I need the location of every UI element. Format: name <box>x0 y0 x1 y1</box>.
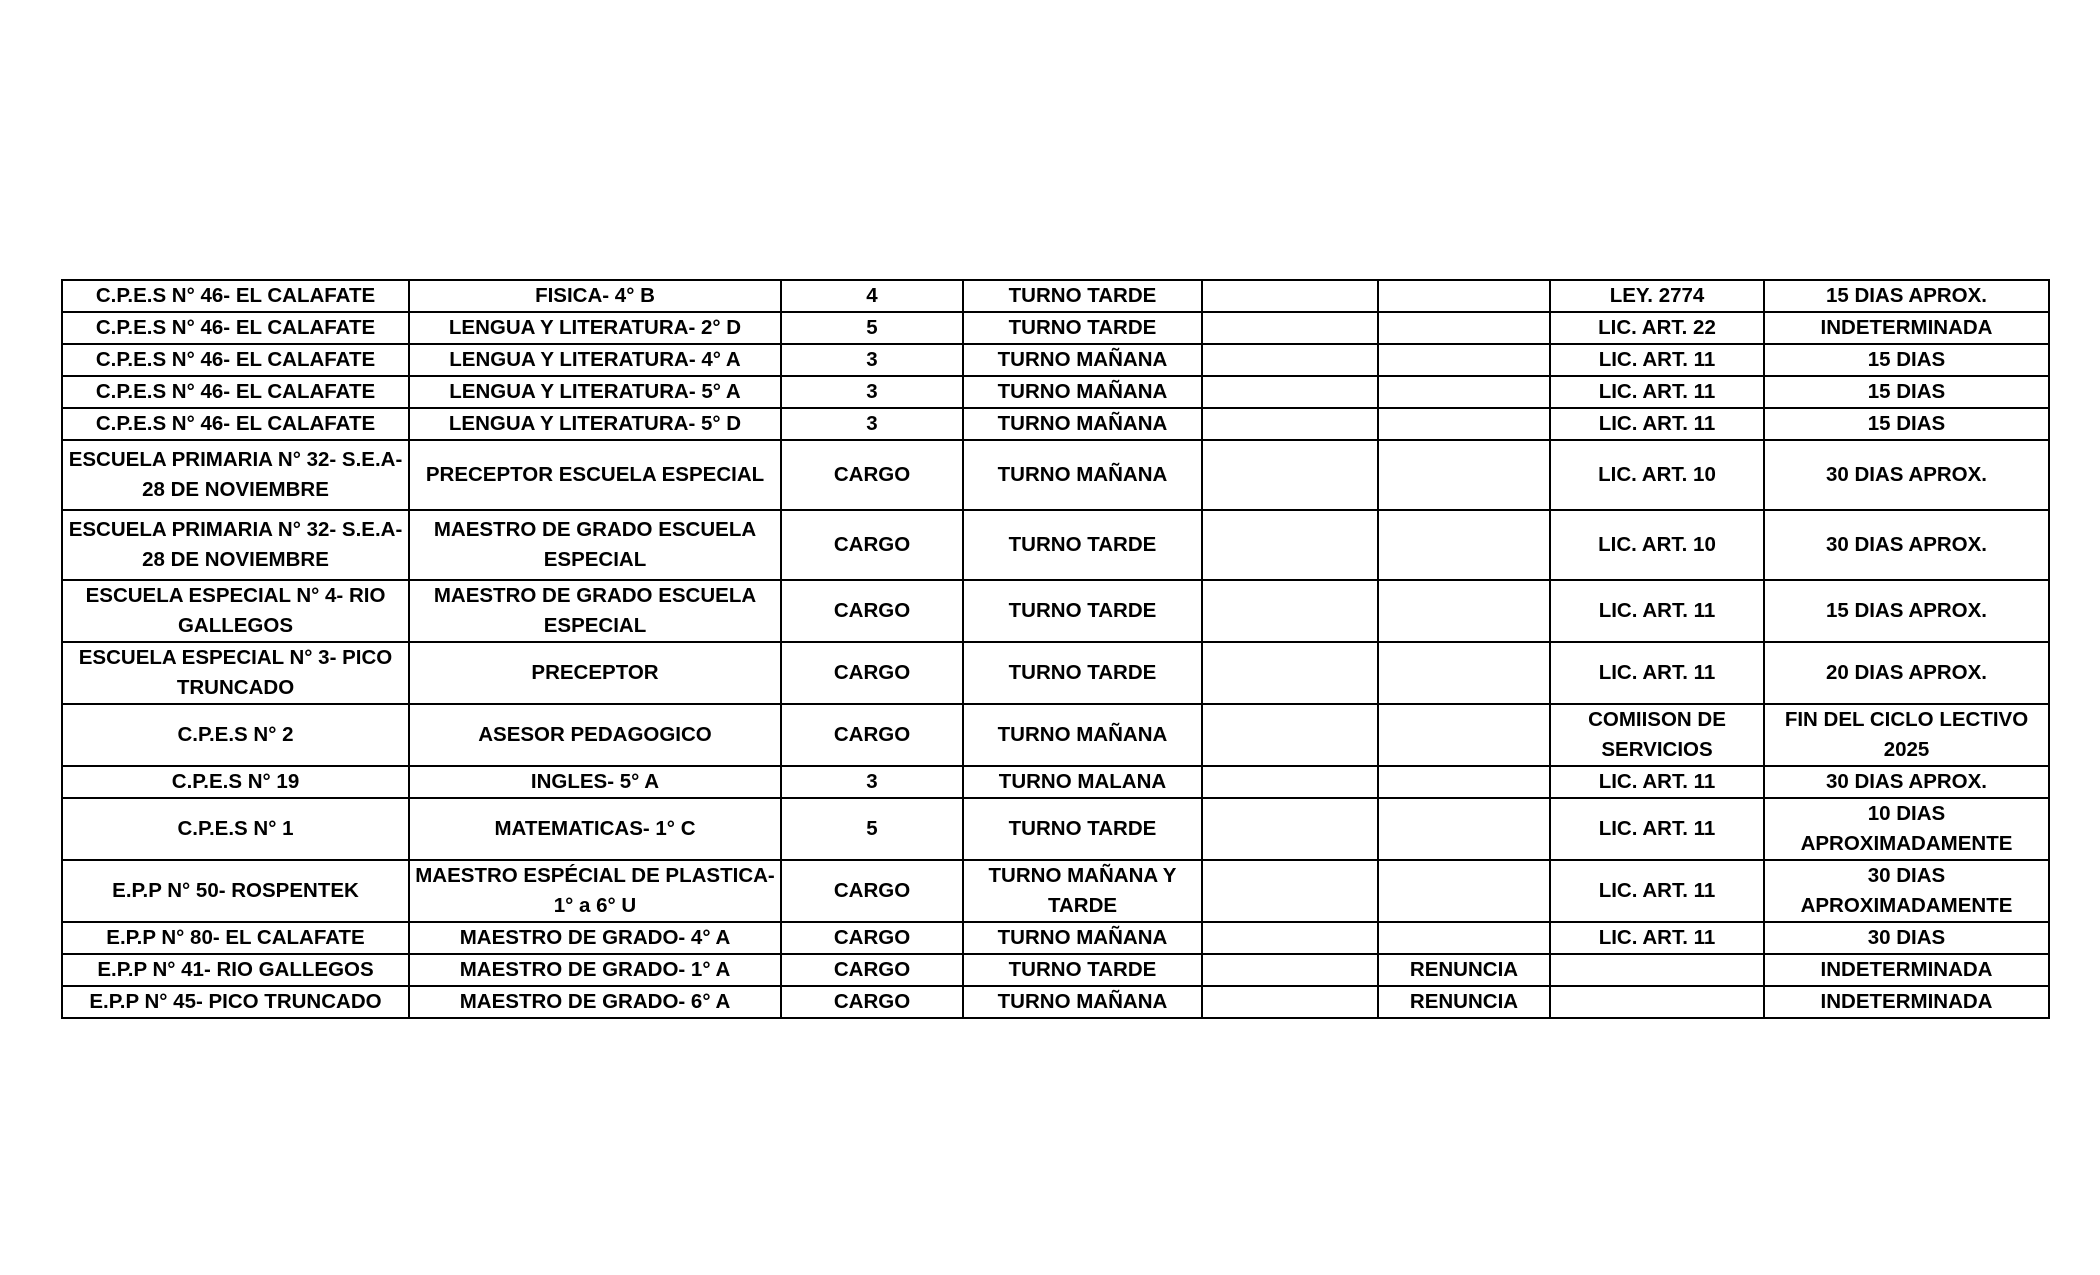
cell-empty <box>1202 642 1378 704</box>
cell-hours: 3 <box>781 766 963 798</box>
cell-hours: CARGO <box>781 440 963 510</box>
cell-hours: CARGO <box>781 954 963 986</box>
cell-empty <box>1202 344 1378 376</box>
cell-article: LIC. ART. 11 <box>1550 860 1764 922</box>
cell-shift: TURNO TARDE <box>963 510 1202 580</box>
cell-article: COMIISON DE SERVICIOS <box>1550 704 1764 766</box>
cell-reason <box>1378 798 1550 860</box>
cell-empty <box>1202 704 1378 766</box>
cell-shift: TURNO MAÑANA <box>963 376 1202 408</box>
cell-duration: INDETERMINADA <box>1764 954 2049 986</box>
cell-hours: 4 <box>781 280 963 312</box>
cell-duration: 30 DIAS APROX. <box>1764 510 2049 580</box>
cell-reason: RENUNCIA <box>1378 986 1550 1018</box>
cell-reason <box>1378 344 1550 376</box>
table-row <box>62 580 2049 642</box>
cell-reason <box>1378 642 1550 704</box>
cell-article: LIC. ART. 11 <box>1550 408 1764 440</box>
cell-article: LIC. ART. 11 <box>1550 798 1764 860</box>
cell-article: LIC. ART. 11 <box>1550 922 1764 954</box>
cell-school: C.P.E.S N° 46- EL CALAFATE <box>62 376 409 408</box>
cell-hours: CARGO <box>781 860 963 922</box>
cell-school: C.P.E.S N° 19 <box>62 766 409 798</box>
cell-empty <box>1202 860 1378 922</box>
cell-school: C.P.E.S N° 46- EL CALAFATE <box>62 280 409 312</box>
cell-shift: TURNO TARDE <box>963 954 1202 986</box>
cell-hours: 3 <box>781 376 963 408</box>
cell-empty <box>1202 798 1378 860</box>
cell-duration: 30 DIAS <box>1764 922 2049 954</box>
table-row <box>62 922 2049 954</box>
cell-empty <box>1202 580 1378 642</box>
cell-shift: TURNO TARDE <box>963 580 1202 642</box>
cell-school: ESCUELA ESPECIAL N° 3- PICO TRUNCADO <box>62 642 409 704</box>
cell-empty <box>1202 312 1378 344</box>
cell-empty <box>1202 440 1378 510</box>
table-row <box>62 510 2049 580</box>
cell-article: LIC. ART. 11 <box>1550 376 1764 408</box>
cell-reason: RENUNCIA <box>1378 954 1550 986</box>
cell-reason <box>1378 580 1550 642</box>
cell-empty <box>1202 280 1378 312</box>
cell-position: MAESTRO ESPÉCIAL DE PLASTICA- 1° a 6° U <box>409 860 781 922</box>
cell-shift: TURNO TARDE <box>963 312 1202 344</box>
cell-position: MATEMATICAS- 1° C <box>409 798 781 860</box>
table-row <box>62 860 2049 922</box>
table-row <box>62 766 2049 798</box>
cell-reason <box>1378 860 1550 922</box>
cell-empty <box>1202 954 1378 986</box>
cell-school: ESCUELA PRIMARIA N° 32- S.E.A- 28 DE NOVIEMBRE <box>62 440 409 510</box>
cell-position: MAESTRO DE GRADO- 6° A <box>409 986 781 1018</box>
cell-school: ESCUELA ESPECIAL N° 4- RIO GALLEGOS <box>62 580 409 642</box>
table-row <box>62 704 2049 766</box>
cell-school: C.P.E.S N° 1 <box>62 798 409 860</box>
cell-hours: CARGO <box>781 580 963 642</box>
cell-hours: CARGO <box>781 704 963 766</box>
table-body <box>62 280 2049 1018</box>
cell-reason <box>1378 280 1550 312</box>
cell-school: E.P.P N° 45- PICO TRUNCADO <box>62 986 409 1018</box>
cell-shift: TURNO MAÑANA Y TARDE <box>963 860 1202 922</box>
table-row <box>62 954 2049 986</box>
cell-duration: 15 DIAS <box>1764 376 2049 408</box>
cell-article <box>1550 954 1764 986</box>
cell-school: ESCUELA PRIMARIA N° 32- S.E.A- 28 DE NOVIEMBRE <box>62 510 409 580</box>
cell-position: ASESOR PEDAGOGICO <box>409 704 781 766</box>
cell-hours: CARGO <box>781 510 963 580</box>
cell-article: LIC. ART. 22 <box>1550 312 1764 344</box>
cell-reason <box>1378 766 1550 798</box>
cell-reason <box>1378 376 1550 408</box>
table-row <box>62 798 2049 860</box>
cell-duration: 15 DIAS <box>1764 408 2049 440</box>
cell-school: E.P.P N° 50- ROSPENTEK <box>62 860 409 922</box>
cell-reason <box>1378 408 1550 440</box>
table-row <box>62 408 2049 440</box>
cell-article: LIC. ART. 11 <box>1550 344 1764 376</box>
cell-article: LIC. ART. 11 <box>1550 580 1764 642</box>
cell-school: C.P.E.S N° 46- EL CALAFATE <box>62 408 409 440</box>
cell-empty <box>1202 922 1378 954</box>
cell-duration: 15 DIAS <box>1764 344 2049 376</box>
cell-shift: TURNO TARDE <box>963 280 1202 312</box>
cell-empty <box>1202 766 1378 798</box>
cell-article: LIC. ART. 11 <box>1550 766 1764 798</box>
cell-duration: INDETERMINADA <box>1764 312 2049 344</box>
cell-position: LENGUA Y LITERATURA- 5° A <box>409 376 781 408</box>
cell-shift: TURNO MAÑANA <box>963 344 1202 376</box>
cell-shift: TURNO TARDE <box>963 798 1202 860</box>
cell-duration: 10 DIAS APROXIMADAMENTE <box>1764 798 2049 860</box>
cell-hours: 5 <box>781 798 963 860</box>
cell-article: LEY. 2774 <box>1550 280 1764 312</box>
cell-article: LIC. ART. 10 <box>1550 510 1764 580</box>
cell-school: C.P.E.S N° 2 <box>62 704 409 766</box>
cell-position: LENGUA Y LITERATURA- 5° D <box>409 408 781 440</box>
cell-shift: TURNO MAÑANA <box>963 408 1202 440</box>
table-row <box>62 440 2049 510</box>
cell-position: MAESTRO DE GRADO ESCUELA ESPECIAL <box>409 580 781 642</box>
cell-shift: TURNO MAÑANA <box>963 704 1202 766</box>
cell-position: FISICA- 4° B <box>409 280 781 312</box>
table-row <box>62 280 2049 312</box>
cell-duration: 30 DIAS APROXIMADAMENTE <box>1764 860 2049 922</box>
cell-hours: 5 <box>781 312 963 344</box>
cell-position: LENGUA Y LITERATURA- 2° D <box>409 312 781 344</box>
cell-shift: TURNO MAÑANA <box>963 986 1202 1018</box>
vacancies-table <box>61 279 2050 1019</box>
cell-duration: 20 DIAS APROX. <box>1764 642 2049 704</box>
cell-article <box>1550 986 1764 1018</box>
table-row <box>62 642 2049 704</box>
cell-duration: 30 DIAS APROX. <box>1764 766 2049 798</box>
cell-duration: FIN DEL CICLO LECTIVO 2025 <box>1764 704 2049 766</box>
cell-empty <box>1202 510 1378 580</box>
cell-empty <box>1202 376 1378 408</box>
cell-school: C.P.E.S N° 46- EL CALAFATE <box>62 344 409 376</box>
cell-article: LIC. ART. 11 <box>1550 642 1764 704</box>
cell-position: INGLES- 5° A <box>409 766 781 798</box>
cell-hours: 3 <box>781 408 963 440</box>
cell-empty <box>1202 408 1378 440</box>
cell-school: E.P.P N° 80- EL CALAFATE <box>62 922 409 954</box>
cell-reason <box>1378 440 1550 510</box>
cell-position: PRECEPTOR <box>409 642 781 704</box>
cell-shift: TURNO MALANA <box>963 766 1202 798</box>
cell-duration: 15 DIAS APROX. <box>1764 280 2049 312</box>
cell-position: MAESTRO DE GRADO- 4° A <box>409 922 781 954</box>
cell-hours: CARGO <box>781 922 963 954</box>
cell-shift: TURNO MAÑANA <box>963 440 1202 510</box>
table-row <box>62 344 2049 376</box>
cell-school: E.P.P N° 41- RIO GALLEGOS <box>62 954 409 986</box>
cell-position: MAESTRO DE GRADO ESCUELA ESPECIAL <box>409 510 781 580</box>
cell-duration: INDETERMINADA <box>1764 986 2049 1018</box>
cell-hours: 3 <box>781 344 963 376</box>
cell-empty <box>1202 986 1378 1018</box>
cell-reason <box>1378 312 1550 344</box>
table-row <box>62 312 2049 344</box>
cell-article: LIC. ART. 10 <box>1550 440 1764 510</box>
cell-reason <box>1378 922 1550 954</box>
cell-duration: 15 DIAS APROX. <box>1764 580 2049 642</box>
cell-hours: CARGO <box>781 642 963 704</box>
cell-shift: TURNO TARDE <box>963 642 1202 704</box>
cell-reason <box>1378 704 1550 766</box>
cell-position: LENGUA Y LITERATURA- 4° A <box>409 344 781 376</box>
cell-school: C.P.E.S N° 46- EL CALAFATE <box>62 312 409 344</box>
cell-position: PRECEPTOR ESCUELA ESPECIAL <box>409 440 781 510</box>
cell-reason <box>1378 510 1550 580</box>
table-row <box>62 376 2049 408</box>
table-row <box>62 986 2049 1018</box>
cell-hours: CARGO <box>781 986 963 1018</box>
cell-position: MAESTRO DE GRADO- 1° A <box>409 954 781 986</box>
cell-shift: TURNO MAÑANA <box>963 922 1202 954</box>
cell-duration: 30 DIAS APROX. <box>1764 440 2049 510</box>
